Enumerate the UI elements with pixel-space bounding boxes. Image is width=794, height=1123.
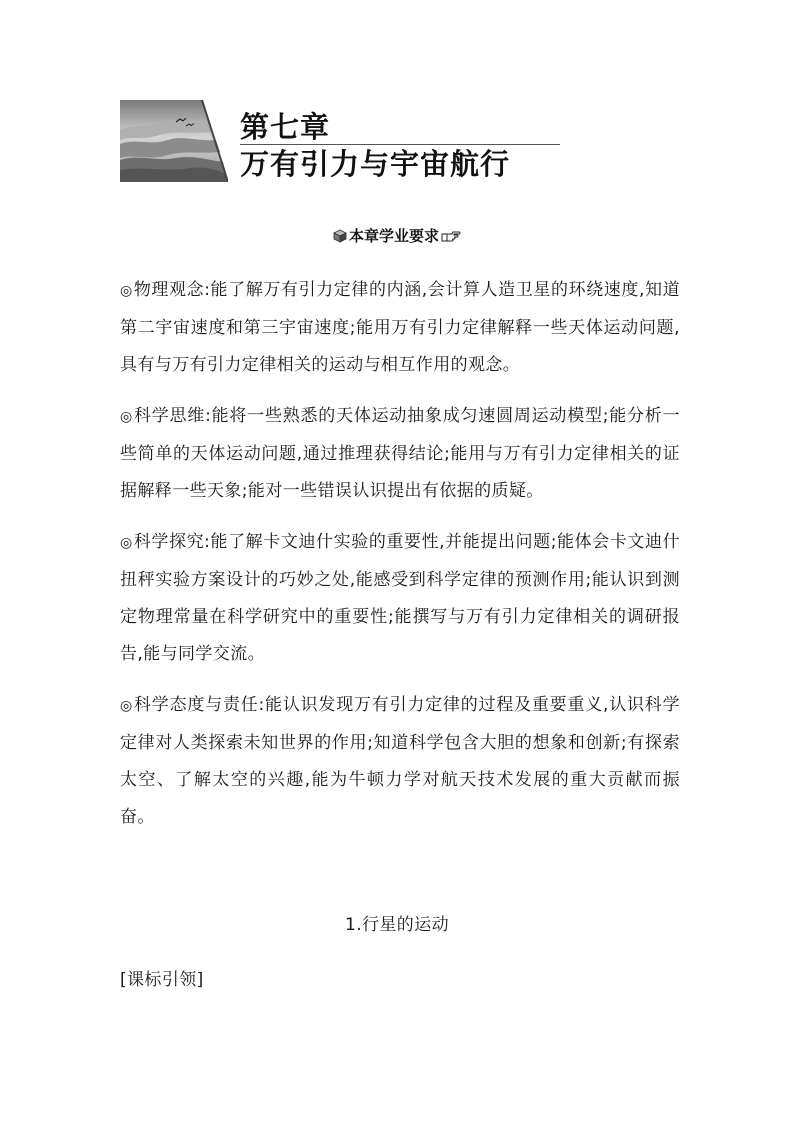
cube-icon xyxy=(333,229,347,243)
chapter-header xyxy=(120,100,580,184)
bullet-marker: ◎ xyxy=(120,698,133,714)
section-subhead: [课标引领] xyxy=(120,970,204,990)
pointing-hand-icon xyxy=(441,230,461,243)
requirements-list xyxy=(120,272,680,850)
bullet-marker: ◎ xyxy=(120,283,133,299)
chapter-number: 第七章 xyxy=(240,110,331,144)
bullet-marker: ◎ xyxy=(120,535,133,551)
section-title: 1.行星的运动 xyxy=(344,915,450,935)
requirement-text: 物理观念:能了解万有引力定律的内涵,会计算人造卫星的环绕速度,知道第二宇宙速度和第三宇宙速度;能用万有引力定律解释一些天体运动问题,具有与万有引力定律相关的运动与相互作用的观念。 xyxy=(120,280,680,375)
chapter-title: 万有引力与宇宙航行 xyxy=(240,147,511,181)
requirements-heading xyxy=(0,226,794,246)
requirement-paragraph xyxy=(120,524,680,673)
requirement-paragraph xyxy=(120,398,680,510)
requirement-paragraph xyxy=(120,687,680,836)
chapter-divider xyxy=(240,144,560,145)
requirements-heading-text: 本章学业要求 xyxy=(348,227,439,245)
requirement-paragraph xyxy=(120,272,680,384)
requirement-text: 科学探究:能了解卡文迪什实验的重要性,并能提出问题;能体会卡文迪什扭秤实验方案设计的巧妙之处,能感受到科学定律的预测作用;能认识到测定物理常量在科学研究中的重要性;能撰写与万有引力定律相关的调研报告,能与同学交流。 xyxy=(120,532,680,664)
mountain-landscape-icon xyxy=(120,100,228,182)
requirement-text: 科学思维:能将一些熟悉的天体运动抽象成匀速圆周运动模型;能分析一些简单的天体运动问题,通过推理获得结论;能用与万有引力定律相关的证据解释一些天象;能对一些错误认识提出有依据的质疑。 xyxy=(120,406,680,501)
bullet-marker: ◎ xyxy=(120,409,133,425)
requirement-text: 科学态度与责任:能认识发现万有引力定律的过程及重要重义,认识科学定律对人类探索未知世界的作用;知道科学包含大胆的想象和创新;有探索太空、了解太空的兴趣,能为牛顿力学对航天技术发展的重大贡献而振奋。 xyxy=(120,695,680,827)
